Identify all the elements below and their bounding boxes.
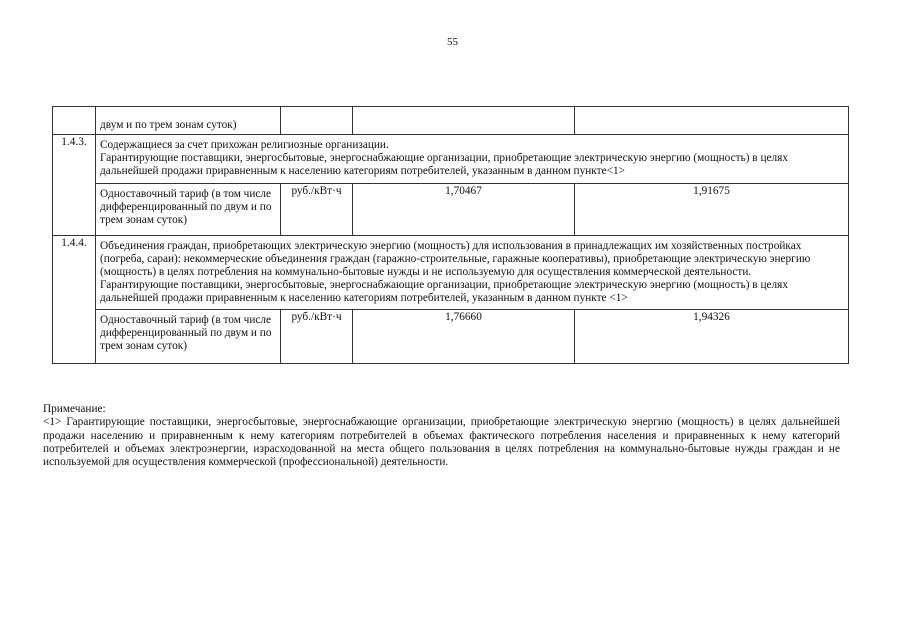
table-row-tariff	[53, 309, 849, 363]
value-1-cell	[353, 183, 575, 235]
tariff-name: Одноставочный тариф (в том числе дифференцированный по двум и по трем зонам суток)	[100, 313, 272, 353]
footnote-heading: Примечание:	[43, 403, 106, 415]
tariff-name: Одноставочный тариф (в том числе дифференцированный по двум и по трем зонам суток)	[100, 187, 272, 227]
unit-cell	[281, 309, 353, 363]
tariff-name-cell	[96, 183, 281, 235]
section-number-cell	[53, 135, 96, 236]
section-description-line: Объединения граждан, приобретающих электрическую энергию (мощность) для использования в принадлежащих им хозяйственных постройках (погреба, сараи): некоммерческие объединения граждан (гаражно-строительные, гаражные кооперативы), приобретающие электрическую энергию (мощность) в целях потребления на коммунально-бытовые нужды и не используемую для осуществления коммерческой деятельности.	[100, 239, 811, 279]
unit-cell-empty	[281, 107, 353, 135]
tariff-table	[52, 106, 849, 364]
section-number-cell	[53, 235, 96, 363]
tariff-value-1: 1,70467	[445, 184, 482, 197]
value-1-cell-empty	[353, 107, 575, 135]
section-description-line: Содержащиеся за счет прихожан религиозные организации.	[100, 139, 389, 151]
table-row-section-header	[53, 235, 849, 309]
unit-label: руб./кВт·ч	[291, 310, 342, 323]
footnote	[43, 403, 840, 469]
tariff-name-cell	[96, 309, 281, 363]
table-row-continuation	[53, 107, 849, 135]
unit-label: руб./кВт·ч	[291, 184, 342, 197]
tariff-value-1: 1,76660	[445, 310, 482, 323]
section-description-cell	[96, 235, 849, 309]
tariff-name-cell	[96, 107, 281, 135]
tariff-value-2: 1,94326	[693, 310, 730, 323]
tariff-name-tail: двум и по трем зонам суток)	[100, 118, 237, 131]
page-number: 55	[447, 36, 458, 48]
section-description-cell	[96, 135, 849, 184]
unit-cell	[281, 183, 353, 235]
section-number: 1.4.3.	[61, 136, 87, 148]
value-2-cell	[575, 309, 849, 363]
row-number-cell-empty	[53, 107, 96, 135]
value-2-cell-empty	[575, 107, 849, 135]
section-description-line: Гарантирующие поставщики, энергосбытовые, энергоснабжающие организации, приобретающие электрическую энергию (мощность) в целях дальнейшей продажи приравненным к населению категориям потребителей, указанным в данном пункте<1>	[100, 152, 789, 178]
section-number: 1.4.4.	[61, 236, 87, 249]
table-row-tariff	[53, 183, 849, 235]
table-row-section-header	[53, 135, 849, 184]
value-2-cell	[575, 183, 849, 235]
footnote-text: <1> Гарантирующие поставщики, энергосбытовые, энергоснабжающие организации, приобретающие электрическую энергию (мощность) в целях дальнейшей продажи населению и приравненным к нему категориям потребителей в объемах фактического потребления населения и приравненных к нему категорий потребителей и объемах электроэнергии, израсходованной на места общего пользования в целях потребления на коммунально-бытовые нужды граждан и не используемой для осуществления коммерческой (профессиональной) деятельности.	[43, 416, 840, 469]
value-1-cell	[353, 309, 575, 363]
tariff-value-2: 1,91675	[693, 184, 730, 197]
section-description-line: Гарантирующие поставщики, энергосбытовые, энергоснабжающие организации, приобретающие электрическую энергию (мощность) в целях дальнейшей продажи приравненным к населению категориям потребителей, указанным в данном пункте <1>	[100, 279, 789, 305]
